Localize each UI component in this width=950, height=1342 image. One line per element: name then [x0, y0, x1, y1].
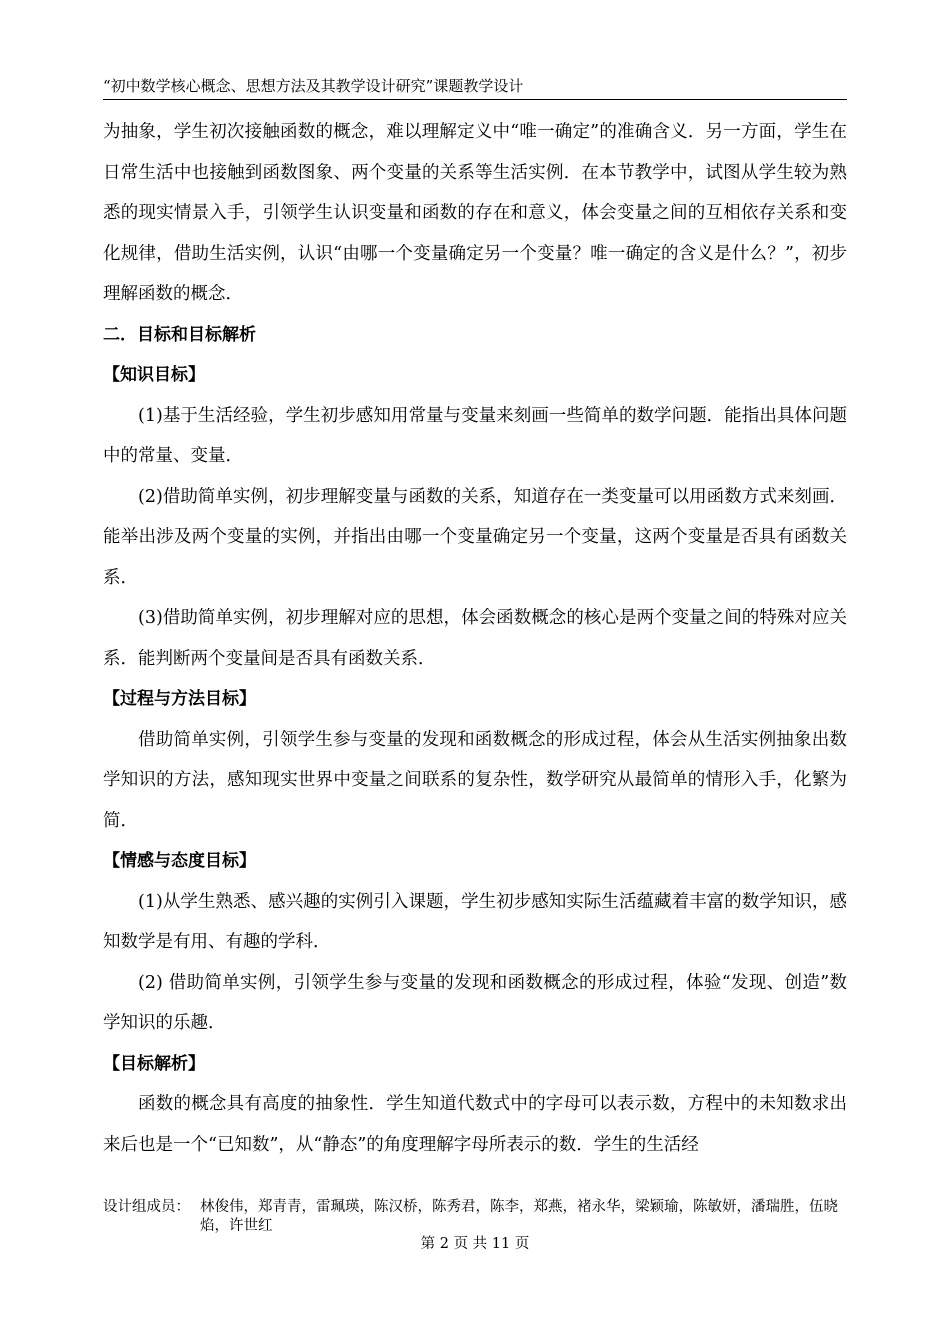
analysis-heading: 【目标解析】	[103, 1053, 205, 1074]
members-names: 林俊伟，郑青青，雷珮瑛，陈汉桥，陈秀君，陈李，郑燕，褚永华，梁颖瑜，陈敏妍，潘瑞胜，伍晓焰，许世红	[200, 1199, 838, 1234]
emotion-goal-1: (1)从学生熟悉、感兴趣的实例引入课题，学生初步感知实际生活蕴藏着丰富的数学知识，感知数学是有用、有趣的学科．	[103, 891, 847, 952]
knowledge-goal-1: (1)基于生活经验，学生初步感知用常量与变量来刻画一些简单的数学问题．能指出具体问题中的常量、变量．	[103, 405, 847, 466]
document-header	[103, 76, 847, 100]
knowledge-goal-3: (3)借助简单实例，初步理解对应的思想，体会函数概念的核心是两个变量之间的特殊对应关系．能判断两个变量间是否具有函数关系．	[103, 608, 847, 669]
knowledge-goal-2: (2)借助简单实例，初步理解变量与函数的关系，知道存在一类变量可以用函数方式来刻画．能举出涉及两个变量的实例，并指出由哪一个变量确定另一个变量，这两个变量是否具有函数关系．	[103, 486, 847, 588]
knowledge-goals-heading: 【知识目标】	[103, 365, 205, 385]
process-goal-1: 借助简单实例，引领学生参与变量的发现和函数概念的形成过程，体会从生活实例抽象出数学知识的方法，感知现实世界中变量之间联系的复杂性，数学研究从最简单的情形入手，化繁为简．	[103, 729, 847, 831]
emotion-goals-heading: 【情感与态度目标】	[103, 851, 256, 871]
document-body	[103, 112, 847, 1165]
analysis-paragraph: 函数的概念具有高度的抽象性．学生知道代数式中的字母可以表示数，方程中的未知数求出来后也是一个“已知数”，从“静态”的角度理解字母所表示的数．学生的生活经	[103, 1094, 847, 1155]
members-label: 设计组成员：	[103, 1199, 190, 1215]
section-heading: 二．目标和目标解析	[103, 324, 256, 345]
page-number: 第 2 页 共 11 页	[420, 1236, 530, 1252]
process-goals-heading: 【过程与方法目标】	[103, 689, 256, 709]
intro-paragraph: 为抽象，学生初次接触函数的概念，难以理解定义中“唯一确定”的准确含义．另一方面，学生在日常生活中也接触到函数图象、两个变量的关系等生活实例．在本节教学中，试图从学生较为熟悉的现实情景入手，引领学生认识变量和函数的存在和意义，体会变量之间的互相依存关系和变化规律，借助生活实例，认识“由哪一个变量确定另一个变量？唯一确定的含义是什么？”，初步理解函数的概念．	[103, 122, 847, 304]
emotion-goal-2: (2) 借助简单实例，引领学生参与变量的发现和函数概念的形成过程，体验“发现、创造”数学知识的乐趣．	[103, 972, 847, 1033]
header-title: “初中数学核心概念、思想方法及其教学设计研究”课题教学设计	[103, 77, 524, 95]
design-group-members	[103, 1198, 847, 1236]
